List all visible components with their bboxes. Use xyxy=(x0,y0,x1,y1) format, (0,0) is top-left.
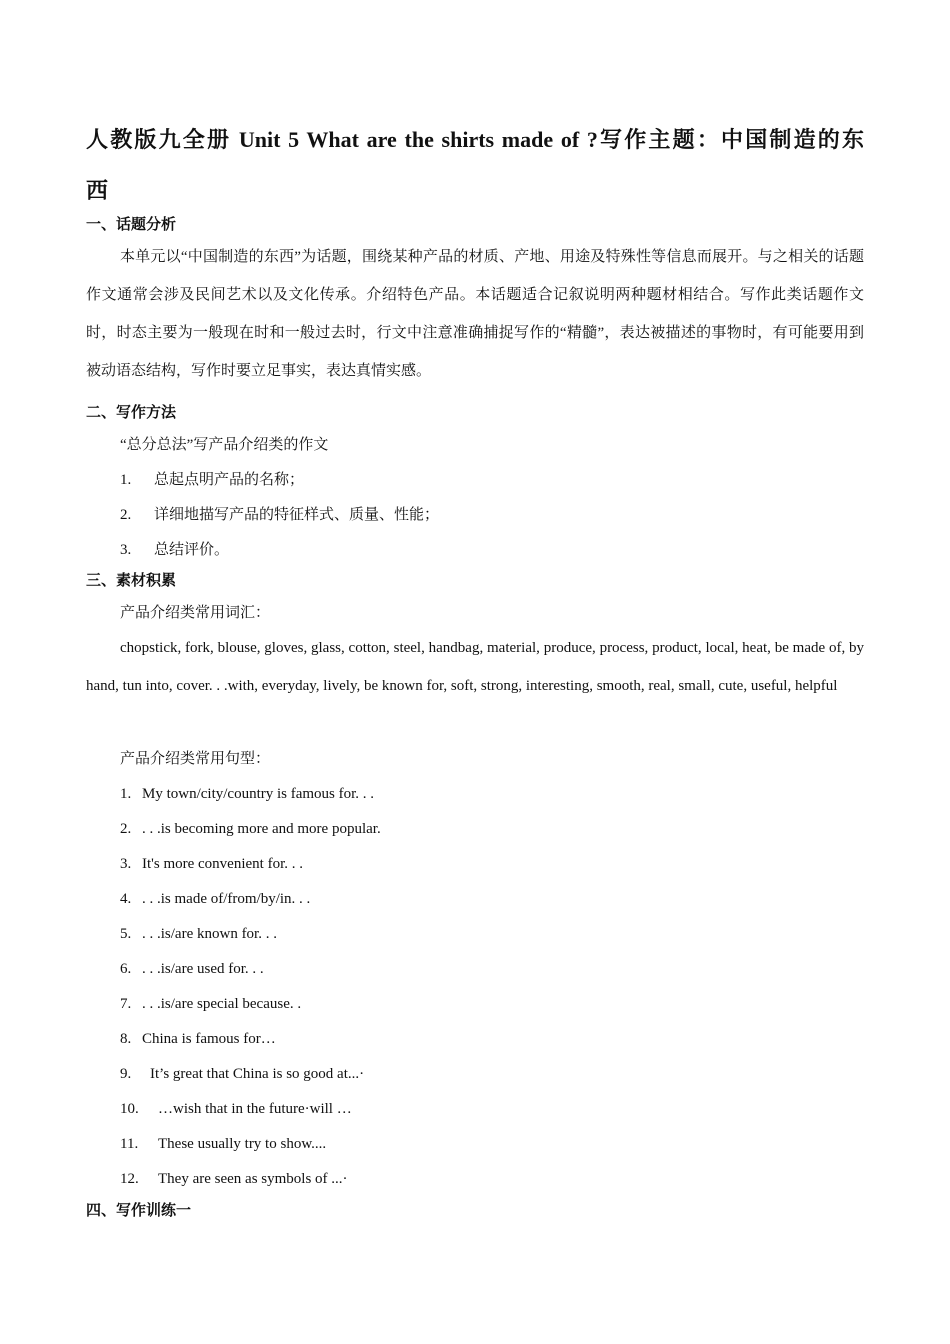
list-item xyxy=(120,925,277,943)
list-item xyxy=(120,1100,352,1118)
document-title-line-2: 西 xyxy=(86,178,109,203)
list-item xyxy=(120,1030,276,1048)
list-item xyxy=(120,541,229,559)
list-item xyxy=(120,890,310,908)
list-item-text: …wish that in the future·will … xyxy=(158,1101,352,1117)
list-item-number: 2. xyxy=(120,821,132,837)
section-heading-materials: 三、素材积累 xyxy=(86,573,177,589)
list-item xyxy=(120,506,439,524)
list-item-number: 1. xyxy=(120,786,132,802)
list-item xyxy=(120,1065,364,1083)
list-item-number: 11. xyxy=(120,1136,139,1152)
list-item-number: 6. xyxy=(120,961,132,977)
sentence-pattern-label: 产品介绍类常用句型： xyxy=(120,751,271,767)
list-item-number: 2. xyxy=(120,507,132,523)
list-item-number: 3. xyxy=(120,856,132,872)
list-item-text: 详细地描写产品的特征样式、质量、性能； xyxy=(154,507,440,523)
topic-analysis-paragraph: 本单元以“中国制造的东西”为话题，围绕某种产品的材质、产地、用途及特殊性等信息而展开。与之相关的话题作文通常会涉及民间艺术以及文化传承。介绍特色产品。本话题适合记叙说明两种题材相结合。写作此类话题作文时，时态主要为一般现在时和一般过去时，行文中注意准确捕捉写作的“精髓”，表达被描述的事物时，有可能要用到被动语态结构，写作时要立足事实，表达真情实感。 xyxy=(86,249,864,379)
list-item-number: 1. xyxy=(120,472,132,488)
list-item xyxy=(120,785,374,803)
list-item-number: 9. xyxy=(120,1066,132,1082)
vocabulary-label: 产品介绍类常用词汇： xyxy=(120,605,271,621)
list-item-number: 3. xyxy=(120,542,132,558)
list-item-text: . . .is/are known for. . . xyxy=(142,926,277,942)
list-item xyxy=(120,995,301,1013)
list-item-text: 总结评价。 xyxy=(154,542,230,558)
list-item-text: These usually try to show.... xyxy=(158,1136,327,1152)
list-item xyxy=(120,1135,326,1153)
list-item-text: China is famous for… xyxy=(142,1031,276,1047)
section-heading-writing-method: 二、写作方法 xyxy=(86,405,177,421)
list-item-number: 8. xyxy=(120,1031,132,1047)
list-item-text: My town/city/country is famous for. . . xyxy=(142,786,375,802)
list-item xyxy=(120,960,264,978)
list-item xyxy=(120,1170,348,1188)
list-item-text: They are seen as symbols of ...· xyxy=(158,1171,348,1187)
list-item-text: 总起点明产品的名称； xyxy=(154,472,305,488)
list-item-text: . . .is made of/from/by/in. . . xyxy=(142,891,311,907)
document-title-line-1: 人教版九全册 Unit 5 What are the shirts made of ?写作主题：中国制造的东 xyxy=(86,127,864,152)
list-item-number: 12. xyxy=(120,1171,139,1187)
list-item-text: . . .is/are used for. . . xyxy=(142,961,264,977)
list-item-number: 10. xyxy=(120,1101,139,1117)
list-item xyxy=(120,820,381,838)
list-item-text: . . .is/are special because. . xyxy=(142,996,302,1012)
section-heading-topic-analysis: 一、话题分析 xyxy=(86,217,177,233)
list-item-number: 4. xyxy=(120,891,132,907)
list-item-text: It's more convenient for. . . xyxy=(142,856,303,872)
section-heading-writing-practice: 四、写作训练一 xyxy=(86,1203,192,1219)
vocabulary-paragraph: chopstick, fork, blouse, gloves, glass, cotton, steel, handbag, material, produce, process, product, local, heat, be made of, by hand, tun into, cover. . .with, everyday, lively, be known for, soft, strong, interesting, smooth, real, small, cute, useful, helpful xyxy=(86,640,864,694)
list-item xyxy=(120,855,303,873)
list-item-number: 7. xyxy=(120,996,132,1012)
list-item-text: It’s great that China is so good at...· xyxy=(150,1066,365,1082)
list-item xyxy=(120,471,304,489)
list-item-text: . . .is becoming more and more popular. xyxy=(142,821,381,837)
writing-method-intro: “总分总法”写产品介绍类的作文 xyxy=(120,437,329,453)
list-item-number: 5. xyxy=(120,926,132,942)
